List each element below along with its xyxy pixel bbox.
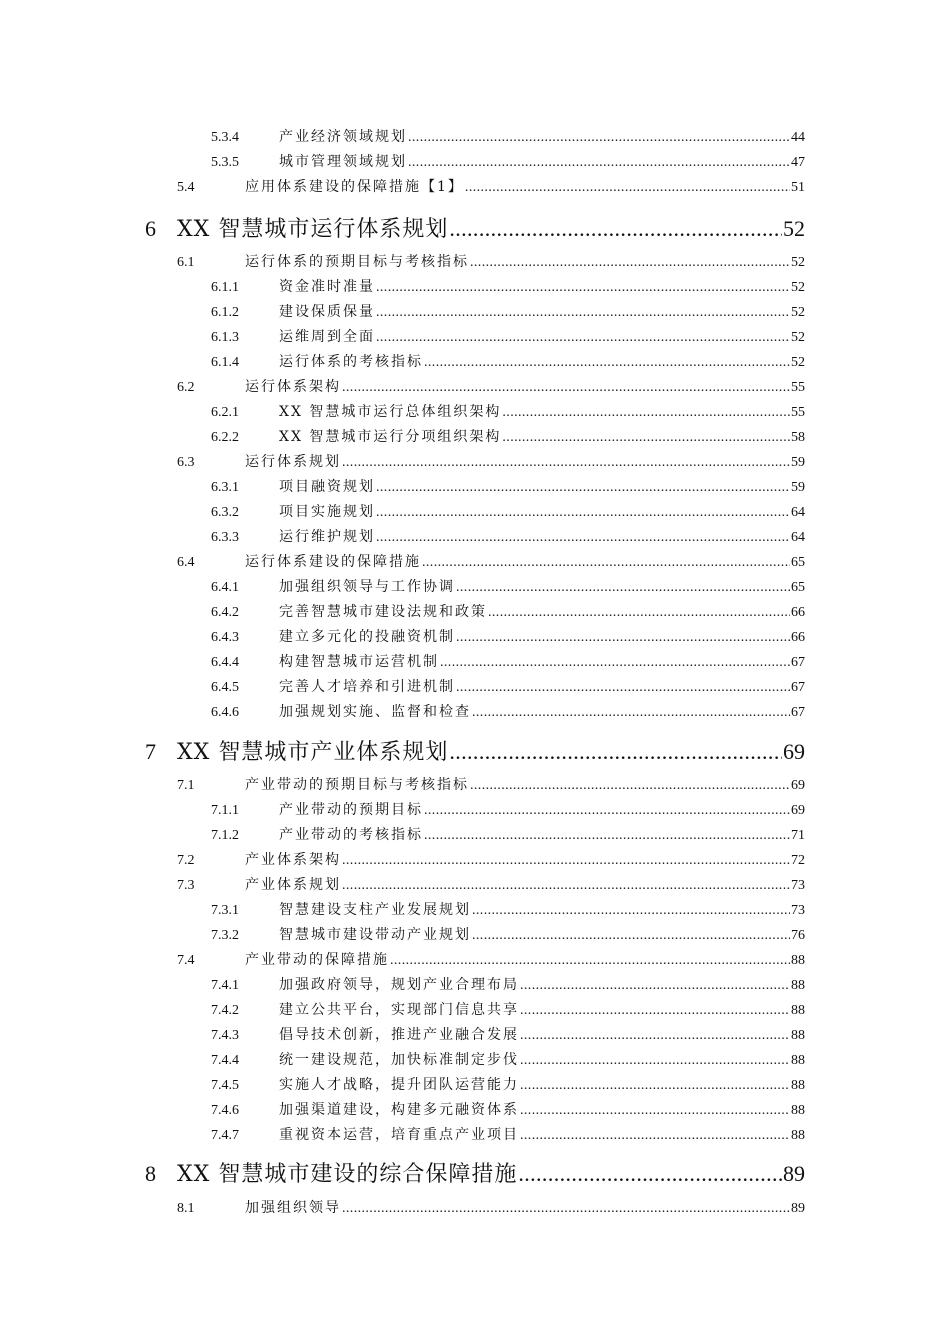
toc-entry-title: 智慧建设支柱产业发展规划 xyxy=(279,902,471,918)
toc-dot-leader xyxy=(472,928,790,944)
toc-entry-title: XX 智慧城市运行分项组织架构 xyxy=(279,429,502,445)
toc-entry-title: 完善智慧城市建设法规和政策 xyxy=(279,604,487,620)
toc-dot-leader xyxy=(449,739,782,765)
toc-entry-title: 加强组织领导 xyxy=(245,1200,341,1216)
toc-entry-title: 重视资本运营，培育重点产业项目 xyxy=(279,1127,519,1143)
toc-entry-title: 加强组织领导与工作协调 xyxy=(279,579,455,595)
toc-entry-number: 6.2.1 xyxy=(211,405,239,420)
toc-entry-number: 7.4.5 xyxy=(211,1078,239,1093)
toc-entry-title: XX 智慧城市产业体系规划 xyxy=(177,740,449,765)
toc-subsection-entry[interactable] xyxy=(211,301,805,323)
toc-dot-leader xyxy=(470,778,790,794)
toc-entry-page-number: 73 xyxy=(791,878,805,893)
toc-subsection-entry[interactable] xyxy=(211,899,805,921)
toc-dot-leader xyxy=(408,155,790,171)
toc-entry-number: 6.2.2 xyxy=(211,430,239,445)
toc-entry-page-number: 67 xyxy=(791,705,805,720)
toc-subsection-entry[interactable] xyxy=(211,701,805,723)
toc-entry-number: 6.1.2 xyxy=(211,305,239,320)
toc-subsection-entry[interactable] xyxy=(211,501,805,523)
toc-entry-title: 产业带动的预期目标与考核指标 xyxy=(245,777,469,793)
toc-entry-page-number: 58 xyxy=(791,430,805,445)
toc-subsection-entry[interactable] xyxy=(211,924,805,946)
toc-entry-title: 实施人才战略，提升团队运营能力 xyxy=(279,1077,519,1093)
toc-entry-page-number: 67 xyxy=(791,655,805,670)
toc-entry-page-number: 55 xyxy=(791,405,805,420)
toc-subsection-entry[interactable] xyxy=(211,576,805,598)
toc-entry-number: 6.4.1 xyxy=(211,580,239,595)
toc-entry-page-number: 76 xyxy=(791,928,805,943)
toc-subsection-entry[interactable] xyxy=(211,824,805,846)
toc-subsection-entry[interactable] xyxy=(211,601,805,623)
toc-dot-leader xyxy=(408,130,790,146)
toc-section-entry[interactable] xyxy=(177,251,805,273)
toc-dot-leader xyxy=(376,280,790,296)
toc-dot-leader xyxy=(449,216,782,242)
toc-entry-title: 统一建设规范，加快标准制定步伐 xyxy=(279,1052,519,1068)
toc-entry-title: 加强规划实施、监督和检查 xyxy=(279,704,471,720)
toc-section-entry[interactable] xyxy=(177,451,805,473)
toc-subsection-entry[interactable] xyxy=(211,676,805,698)
toc-entry-page-number: 88 xyxy=(791,1078,805,1093)
toc-entry-page-number: 88 xyxy=(791,1053,805,1068)
toc-entry-number: 6.1.4 xyxy=(211,355,239,370)
toc-entry-number: 6.2 xyxy=(177,380,195,395)
toc-entry-number: 7.4.6 xyxy=(211,1103,239,1118)
toc-entry-page-number: 88 xyxy=(791,1103,805,1118)
toc-entry-title: XX 智慧城市运行总体组织架构 xyxy=(279,404,502,420)
toc-dot-leader xyxy=(424,355,790,371)
toc-entry-title: 城市管理领域规划 xyxy=(279,154,407,170)
toc-dot-leader xyxy=(520,1003,790,1019)
toc-entry-title: 项目实施规划 xyxy=(279,504,375,520)
toc-dot-leader xyxy=(488,605,790,621)
toc-entry-page-number: 69 xyxy=(783,739,805,764)
toc-entry-number: 6.4 xyxy=(177,555,195,570)
toc-entry-page-number: 67 xyxy=(791,680,805,695)
toc-entry-number: 6.1.1 xyxy=(211,280,239,295)
toc-dot-leader xyxy=(376,505,790,521)
toc-subsection-entry[interactable] xyxy=(211,401,805,423)
toc-entry-page-number: 65 xyxy=(791,555,805,570)
toc-entry-page-number: 88 xyxy=(791,1128,805,1143)
toc-subsection-entry[interactable] xyxy=(211,999,805,1021)
toc-entry-page-number: 55 xyxy=(791,380,805,395)
toc-dot-leader xyxy=(472,903,790,919)
toc-entry-number: 6.4.6 xyxy=(211,705,239,720)
toc-subsection-entry[interactable] xyxy=(211,1074,805,1096)
toc-entry-number: 7.1.2 xyxy=(211,828,239,843)
toc-entry-title: 加强渠道建设，构建多元融资体系 xyxy=(279,1102,519,1118)
toc-section-entry[interactable] xyxy=(177,874,805,896)
toc-entry-title: 倡导技术创新，推进产业融合发展 xyxy=(279,1027,519,1043)
toc-subsection-entry[interactable] xyxy=(211,126,805,148)
toc-subsection-entry[interactable] xyxy=(211,476,805,498)
toc-entry-number: 7.4 xyxy=(177,953,195,968)
toc-chapter-entry[interactable] xyxy=(145,212,805,246)
toc-entry-title: 运行体系建设的保障措施 xyxy=(245,554,421,570)
toc-entry-page-number: 52 xyxy=(791,355,805,370)
toc-subsection-entry[interactable] xyxy=(211,1099,805,1121)
toc-entry-title: 建立公共平台，实现部门信息共享 xyxy=(279,1002,519,1018)
toc-section-entry[interactable] xyxy=(177,176,805,198)
toc-entry-title: 产业带动的保障措施 xyxy=(245,952,389,968)
toc-dot-leader xyxy=(465,180,790,196)
toc-entry-page-number: 51 xyxy=(791,180,805,195)
toc-entry-number: 6.3.3 xyxy=(211,530,239,545)
toc-entry-title: 应用体系建设的保障措施【1】 xyxy=(245,179,464,195)
toc-dot-leader xyxy=(342,380,790,396)
toc-subsection-entry[interactable] xyxy=(211,651,805,673)
toc-entry-number: 6.4.4 xyxy=(211,655,239,670)
toc-subsection-entry[interactable] xyxy=(211,276,805,298)
toc-section-entry[interactable] xyxy=(177,849,805,871)
toc-entry-page-number: 71 xyxy=(791,828,805,843)
toc-entry-page-number: 52 xyxy=(791,330,805,345)
toc-entry-number: 6.3.1 xyxy=(211,480,239,495)
toc-entry-title: 智慧城市建设带动产业规划 xyxy=(279,927,471,943)
toc-entry-page-number: 52 xyxy=(791,305,805,320)
toc-entry-page-number: 64 xyxy=(791,505,805,520)
toc-dot-leader xyxy=(520,1078,790,1094)
toc-entry-number: 7 xyxy=(145,739,156,764)
toc-entry-title: 运行体系规划 xyxy=(245,454,341,470)
toc-subsection-entry[interactable] xyxy=(211,526,805,548)
toc-entry-page-number: 88 xyxy=(791,953,805,968)
toc-entry-title: XX 智慧城市建设的综合保障措施 xyxy=(177,1162,518,1187)
toc-entry-page-number: 47 xyxy=(791,155,805,170)
toc-entry-number: 6.1.3 xyxy=(211,330,239,345)
toc-entry-title: 建立多元化的投融资机制 xyxy=(279,629,455,645)
toc-dot-leader xyxy=(520,1128,790,1144)
toc-entry-page-number: 65 xyxy=(791,580,805,595)
toc-dot-leader xyxy=(520,1103,790,1119)
toc-entry-page-number: 88 xyxy=(791,978,805,993)
toc-dot-leader xyxy=(342,455,790,471)
toc-dot-leader xyxy=(342,853,790,869)
toc-entry-number: 7.1.1 xyxy=(211,803,239,818)
toc-dot-leader xyxy=(342,878,790,894)
toc-entry-page-number: 88 xyxy=(791,1003,805,1018)
toc-entry-page-number: 59 xyxy=(791,480,805,495)
toc-section-entry[interactable] xyxy=(177,551,805,573)
toc-dot-leader xyxy=(376,330,790,346)
toc-entry-title: 项目融资规划 xyxy=(279,479,375,495)
toc-entry-number: 7.4.2 xyxy=(211,1003,239,1018)
toc-entry-number: 6.4.3 xyxy=(211,630,239,645)
toc-dot-leader xyxy=(502,430,790,446)
toc-entry-title: XX 智慧城市运行体系规划 xyxy=(177,217,449,242)
toc-entry-number: 7.4.3 xyxy=(211,1028,239,1043)
toc-entry-number: 6.3 xyxy=(177,455,195,470)
toc-subsection-entry[interactable] xyxy=(211,1049,805,1071)
toc-entry-title: 运行体系的考核指标 xyxy=(279,354,423,370)
toc-section-entry[interactable] xyxy=(177,1197,805,1219)
toc-entry-number: 7.4.4 xyxy=(211,1053,239,1068)
toc-entry-number: 6.3.2 xyxy=(211,505,239,520)
toc-dot-leader xyxy=(376,480,790,496)
toc-entry-title: 产业带动的考核指标 xyxy=(279,827,423,843)
toc-dot-leader xyxy=(390,953,790,969)
toc-entry-number: 6 xyxy=(145,216,156,241)
toc-dot-leader xyxy=(456,680,790,696)
toc-entry-title: 建设保质保量 xyxy=(279,304,375,320)
toc-dot-leader xyxy=(422,555,790,571)
toc-subsection-entry[interactable] xyxy=(211,351,805,373)
toc-entry-number: 6.1 xyxy=(177,255,195,270)
toc-entry-number: 7.3 xyxy=(177,878,195,893)
toc-entry-number: 5.3.4 xyxy=(211,130,239,145)
toc-dot-leader xyxy=(456,630,790,646)
toc-dot-leader xyxy=(518,1161,782,1187)
toc-subsection-entry[interactable] xyxy=(211,974,805,996)
toc-entry-number: 7.3.2 xyxy=(211,928,239,943)
toc-entry-page-number: 59 xyxy=(791,455,805,470)
toc-entry-page-number: 88 xyxy=(791,1028,805,1043)
toc-entry-page-number: 69 xyxy=(791,778,805,793)
toc-entry-title: 运行体系架构 xyxy=(245,379,341,395)
toc-dot-leader xyxy=(440,655,790,671)
toc-dot-leader xyxy=(376,530,790,546)
toc-dot-leader xyxy=(424,828,790,844)
toc-section-entry[interactable] xyxy=(177,376,805,398)
toc-entry-title: 加强政府领导，规划产业合理布局 xyxy=(279,977,519,993)
toc-entry-number: 6.4.2 xyxy=(211,605,239,620)
toc-entry-page-number: 89 xyxy=(783,1161,805,1186)
toc-dot-leader xyxy=(502,405,790,421)
toc-entry-title: 运行体系的预期目标与考核指标 xyxy=(245,254,469,270)
toc-entry-number: 7.2 xyxy=(177,853,195,868)
toc-entry-page-number: 52 xyxy=(791,280,805,295)
toc-dot-leader xyxy=(520,1028,790,1044)
toc-entry-title: 资金准时准量 xyxy=(279,279,375,295)
toc-entry-page-number: 52 xyxy=(791,255,805,270)
toc-chapter-entry[interactable] xyxy=(145,1157,805,1191)
toc-dot-leader xyxy=(456,580,790,596)
toc-entry-page-number: 66 xyxy=(791,630,805,645)
toc-entry-number: 5.3.5 xyxy=(211,155,239,170)
toc-entry-number: 8.1 xyxy=(177,1201,195,1216)
toc-entry-page-number: 64 xyxy=(791,530,805,545)
toc-entry-number: 5.4 xyxy=(177,180,195,195)
toc-dot-leader xyxy=(470,255,790,271)
toc-entry-number: 6.4.5 xyxy=(211,680,239,695)
toc-subsection-entry[interactable] xyxy=(211,1124,805,1146)
toc-chapter-entry[interactable] xyxy=(145,735,805,769)
toc-entry-title: 产业经济领域规划 xyxy=(279,129,407,145)
toc-entry-number: 7.1 xyxy=(177,778,195,793)
toc-dot-leader xyxy=(376,305,790,321)
toc-section-entry[interactable] xyxy=(177,774,805,796)
toc-entry-page-number: 52 xyxy=(783,216,805,241)
toc-subsection-entry[interactable] xyxy=(211,626,805,648)
toc-entry-title: 产业体系规划 xyxy=(245,877,341,893)
toc-dot-leader xyxy=(424,803,790,819)
toc-section-entry[interactable] xyxy=(177,949,805,971)
toc-entry-page-number: 69 xyxy=(791,803,805,818)
toc-subsection-entry[interactable] xyxy=(211,799,805,821)
toc-subsection-entry[interactable] xyxy=(211,426,805,448)
toc-dot-leader xyxy=(342,1201,790,1217)
toc-entry-title: 产业体系架构 xyxy=(245,852,341,868)
toc-dot-leader xyxy=(520,978,790,994)
toc-entry-title: 完善人才培养和引进机制 xyxy=(279,679,455,695)
toc-entry-number: 7.4.1 xyxy=(211,978,239,993)
toc-entry-number: 7.4.7 xyxy=(211,1128,239,1143)
toc-entry-number: 7.3.1 xyxy=(211,903,239,918)
toc-entry-title: 运行维护规划 xyxy=(279,529,375,545)
toc-dot-leader xyxy=(520,1053,790,1069)
toc-entry-title: 产业带动的预期目标 xyxy=(279,802,423,818)
toc-entry-page-number: 89 xyxy=(791,1201,805,1216)
toc-entry-page-number: 73 xyxy=(791,903,805,918)
toc-entry-page-number: 44 xyxy=(791,130,805,145)
toc-entry-page-number: 66 xyxy=(791,605,805,620)
toc-subsection-entry[interactable] xyxy=(211,326,805,348)
toc-dot-leader xyxy=(472,705,790,721)
toc-entry-title: 构建智慧城市运营机制 xyxy=(279,654,439,670)
toc-subsection-entry[interactable] xyxy=(211,151,805,173)
toc-entry-page-number: 72 xyxy=(791,853,805,868)
toc-subsection-entry[interactable] xyxy=(211,1024,805,1046)
toc-entry-number: 8 xyxy=(145,1161,156,1186)
toc-entry-title: 运维周到全面 xyxy=(279,329,375,345)
